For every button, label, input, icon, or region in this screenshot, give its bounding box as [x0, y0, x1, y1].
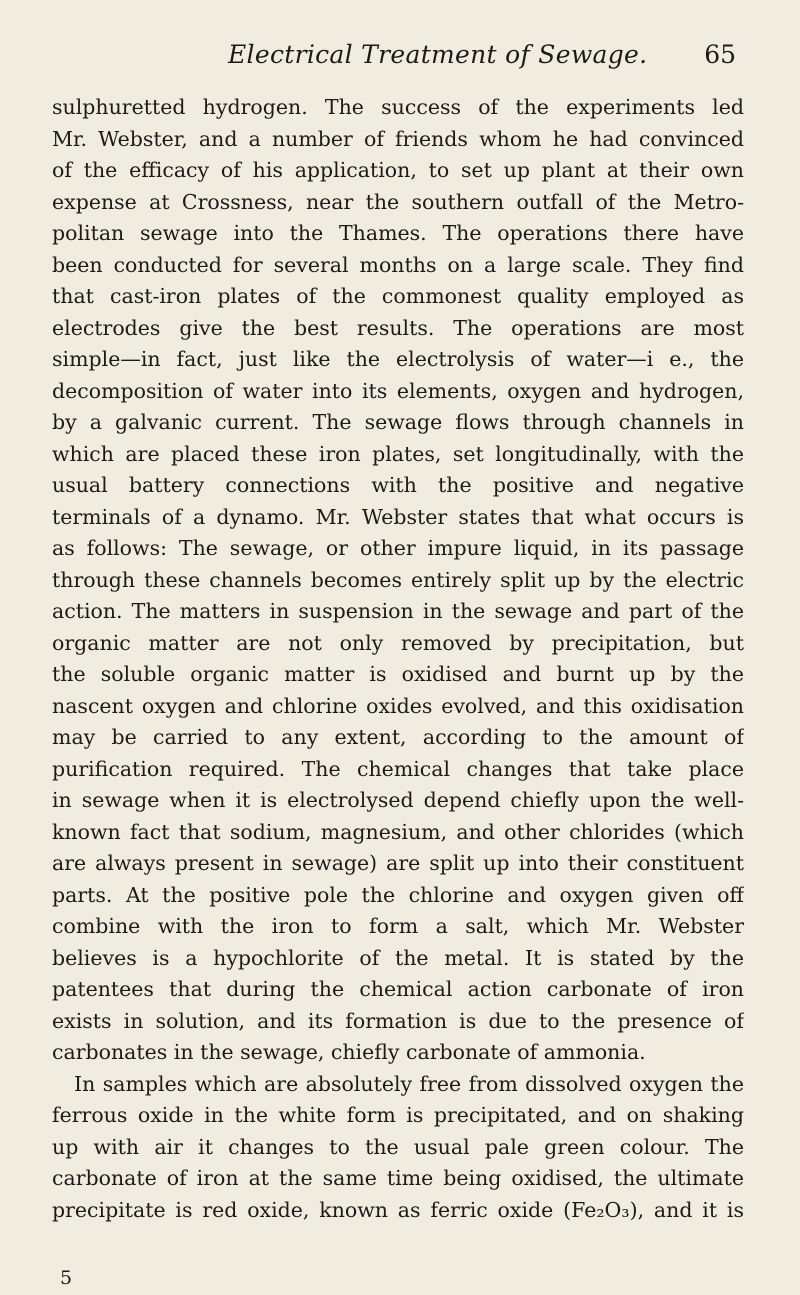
text-line: nascent oxygen and chlorine oxides evolved, and this oxidisation — [52, 693, 744, 718]
text-line: electrodes give the best results. The operations are most — [52, 315, 744, 340]
text-line: up with air it changes to the usual pale green colour. The — [52, 1134, 744, 1159]
text-line: parts. At the positive pole the chlorine and oxygen given off — [52, 882, 744, 907]
text-line: in sewage when it is electrolysed depend chiefly upon the well- — [52, 788, 744, 812]
text-line: as follows: The sewage, or other impure liquid, in its passage — [52, 536, 744, 560]
body-text — [52, 92, 744, 1226]
text-line: that cast-iron plates of the commonest quality employed as — [52, 284, 744, 308]
text-line: purification required. The chemical changes that take place — [52, 756, 744, 781]
text-line: combine with the iron to form a salt, which Mr. Webster — [52, 914, 744, 938]
text-line: believes is a hypochlorite of the metal. It is stated by the — [52, 945, 744, 970]
text-line: Mr. Webster, and a number of friends whom he had convinced — [52, 126, 744, 151]
text-line: sulphuretted hydrogen. The success of the experiments led — [52, 95, 744, 119]
text-line: usual battery connections with the positive and negative — [52, 473, 744, 497]
text-line: expense at Crossness, near the southern outfall of the Metro- — [52, 189, 744, 214]
text-line: precipitate is red oxide, known as ferric oxide (Fe₂O₃), and it is — [52, 1197, 744, 1222]
text-line: known fact that sodium, magnesium, and other chlorides (which — [52, 819, 744, 844]
text-line: exists in solution, and its formation is due to the presence of — [52, 1008, 744, 1033]
text-line: politan sewage into the Thames. The operations there have — [52, 221, 744, 245]
text-line: by a galvanic current. The sewage flows through channels in — [52, 410, 744, 434]
text-line: the soluble organic matter is oxidised and burnt up by the — [52, 662, 744, 686]
page-header — [52, 40, 748, 80]
text-line: of the efficacy of his application, to set up plant at their own — [52, 158, 744, 182]
text-line: In samples which are absolutely free from dissolved oxygen the — [74, 1071, 744, 1096]
text-line: organic matter are not only removed by precipitation, but — [52, 630, 744, 655]
text-line: terminals of a dynamo. Mr. Webster states that what occurs is — [52, 504, 744, 529]
text-line: been conducted for several months on a large scale. They find — [52, 252, 744, 277]
text-line: through these channels becomes entirely split up by the electric — [52, 567, 744, 592]
text-line: patentees that during the chemical action carbonate of iron — [52, 977, 744, 1001]
text-line: carbonate of iron at the same time being oxidised, the ultimate — [52, 1166, 744, 1190]
text-line: simple—in fact, just like the electrolysis of water—i e., the — [52, 347, 744, 371]
text-line: action. The matters in suspension in the sewage and part of the — [52, 599, 744, 623]
text-line: may be carried to any extent, according to the amount of — [52, 725, 744, 749]
signature-mark: 5 — [60, 1267, 73, 1289]
page-number: 65 — [704, 40, 736, 69]
text-line: decomposition of water into its elements, oxygen and hydrogen, — [52, 378, 744, 403]
running-title: Electrical Treatment of Sewage. — [228, 40, 648, 69]
text-line: carbonates in the sewage, chiefly carbonate of ammonia. — [52, 1040, 646, 1064]
text-line: which are placed these iron plates, set longitudinally, with the — [52, 441, 744, 466]
text-line: are always present in sewage) are split up into their constituent — [52, 851, 744, 875]
text-line: ferrous oxide in the white form is precipitated, and on shaking — [52, 1103, 744, 1127]
